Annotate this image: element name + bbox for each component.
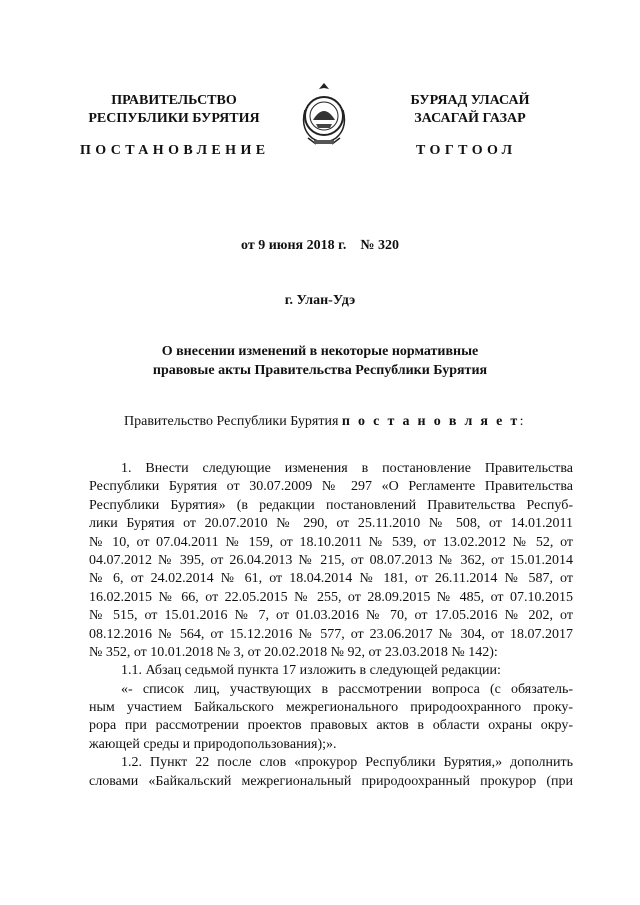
body-line: 1.1. Абзац седьмой пункта 17 изложить в следующей редакции: [121, 663, 501, 679]
body-line: 1.2. Пункт 22 после слов «прокурор Республики Бурятия,» дополнить [121, 755, 573, 771]
body-line: 04.07.2012 № 395, от 26.04.2013 № 215, от 08.07.2013 № 362, от 15.01.2014 [89, 552, 573, 568]
body-line: 16.02.2015 № 66, от 22.05.2015 № 255, от 28.09.2015 № 485, от 07.10.2015 [89, 589, 573, 605]
body-line: ным участием Байкальского межрегионального природоохранного проку- [89, 700, 573, 716]
issuer-russian-line1: ПРАВИТЕЛЬСТВО [111, 93, 237, 108]
body-line: лики Бурятия от 20.07.2010 № 290, от 25.11.2010 № 508, от 14.01.2011 [89, 516, 573, 532]
decree-city: г. Улан-Удэ [284, 293, 356, 308]
body-line: № 352, от 10.01.2018 № 3, от 20.02.2018 № 92, от 23.03.2018 № 142): [89, 644, 498, 660]
decree-verb: п о с т а н о в л я е т [341, 414, 520, 429]
decree-statement [124, 414, 524, 430]
issuer-buryat-line1: БУРЯАД УЛАСАЙ [410, 93, 530, 108]
body-line: 1. Внести следующие изменения в постановление Правительства [121, 461, 573, 476]
decree-date: от 9 июня 2018 г. [241, 238, 347, 253]
body-line: Республики Бурятия» (в редакции постановлений Правительства Респуб- [89, 497, 573, 513]
decree-suffix: : [519, 414, 524, 429]
body-line: Республики Бурятия от 30.07.2009 № 297 «О Регламенте Правительства [89, 479, 573, 495]
decree-body [89, 460, 573, 791]
coat-of-arms-emblem [296, 80, 352, 150]
decree-number: № 320 [360, 238, 399, 253]
body-line: «- список лиц, участвующих в рассмотрении вопроса (с обязатель- [121, 681, 573, 697]
issuer-buryat-line2: ЗАСАГАЙ ГАЗАР [414, 111, 526, 126]
body-line: № 515, от 15.01.2016 № 7, от 01.03.2016 № 70, от 17.05.2016 № 202, от [89, 608, 573, 624]
body-line: 08.12.2016 № 564, от 15.12.2016 № 577, от 23.06.2017 № 304, от 18.07.2017 [89, 626, 573, 642]
body-line: словами «Байкальский межрегиональный природоохранный прокурор (при [89, 773, 573, 789]
body-line: № 6, от 24.02.2014 № 61, от 18.04.2014 № 181, от 26.11.2014 № 587, от [89, 571, 573, 587]
body-line: жающей среды и природопользования);». [89, 736, 337, 752]
decree-title-line2: правовые акты Правительства Республики Бурятия [152, 363, 488, 378]
body-line: № 10, от 07.04.2011 № 159, от 18.10.2011 № 539, от 13.02.2012 № 52, от [89, 534, 573, 550]
issuer-russian-line2: РЕСПУБЛИКИ БУРЯТИЯ [88, 111, 260, 126]
issuer-buryat [372, 92, 568, 128]
date-number-line [0, 238, 640, 254]
decree-title-line1: О внесении изменений в некоторые нормативные [161, 344, 479, 359]
issuer-russian [72, 92, 276, 128]
body-line: рора при рассмотрении проектов правовых актов в области охраны окру- [89, 718, 573, 734]
decree-prefix: Правительство Республики Бурятия [124, 414, 339, 429]
decree-title [0, 342, 640, 380]
doc-type-russian: ПОСТАНОВЛЕНИЕ [80, 143, 270, 158]
doc-type-buryat: ТОГТООЛ [416, 143, 517, 158]
